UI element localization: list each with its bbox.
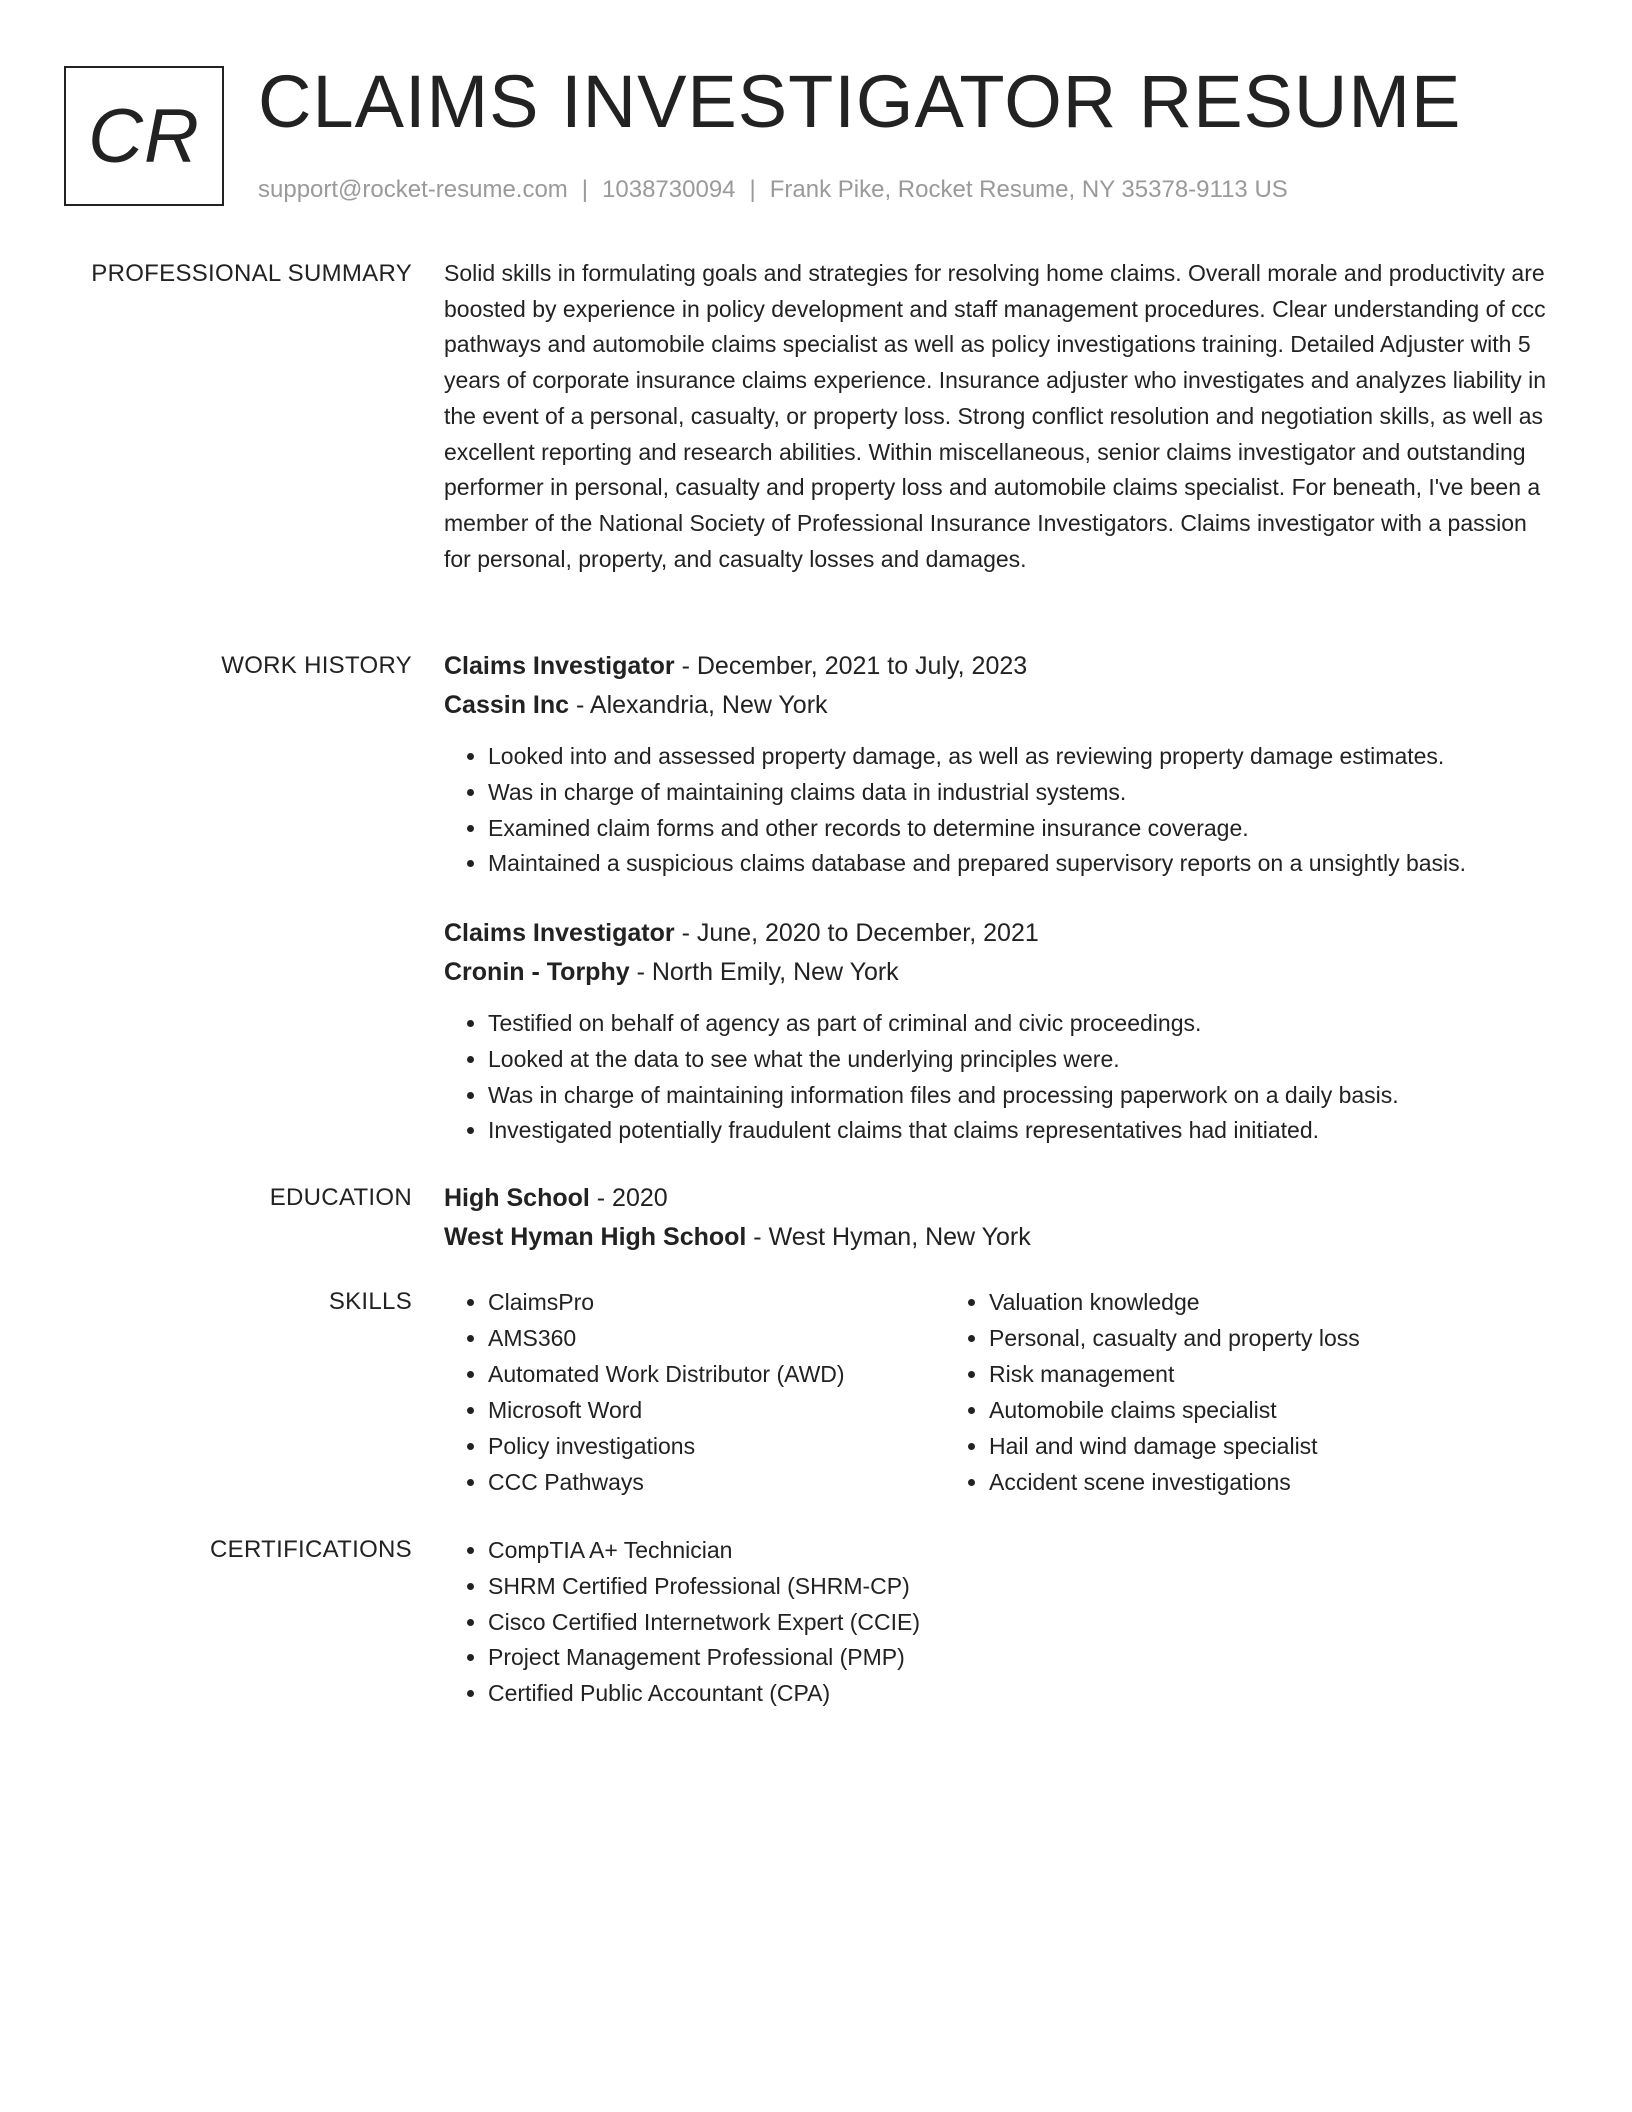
contact-separator: | [581, 176, 589, 203]
skill-item: • CCC Pathways [488, 1464, 945, 1500]
contact-email: support@rocket-resume.com [258, 176, 568, 203]
section-label-education: EDUCATION [269, 1184, 412, 1211]
monogram-initials: CR [88, 93, 200, 179]
education-section [444, 1179, 1554, 1257]
job-bullet: • Looked at the data to see what the underlying principles were. [488, 1042, 1554, 1078]
skill-item: • Automobile claims specialist [989, 1392, 1446, 1428]
skills-section [444, 1284, 1554, 1500]
education-degree-line [444, 1179, 1554, 1218]
section-label-summary: PROFESSIONAL SUMMARY [91, 260, 412, 287]
monogram-box [64, 66, 224, 206]
section-label-skills: SKILLS [328, 1288, 412, 1315]
skills-list-right [945, 1284, 1446, 1500]
education-degree: High School [444, 1184, 590, 1212]
job-company-line [444, 686, 1554, 725]
skill-item: • ClaimsPro [488, 1284, 945, 1320]
job-entry [444, 914, 1554, 1149]
skill-item: • Accident scene investigations [989, 1464, 1446, 1500]
contact-separator: | [749, 176, 756, 203]
job-bullet: • Examined claim forms and other records to determine insurance coverage. [488, 811, 1554, 847]
skill-item: • AMS360 [488, 1320, 945, 1356]
job-title: Claims Investigator [444, 652, 675, 680]
job-bullet: • Was in charge of maintaining claims data in industrial systems. [488, 775, 1554, 811]
job-company-line [444, 953, 1554, 992]
job-company: Cassin Inc [444, 691, 570, 719]
skills-grid [444, 1284, 1554, 1500]
certification-item: • Cisco Certified Internetwork Expert (CCIE) [488, 1605, 1554, 1641]
education-location: - West Hyman, New York [746, 1223, 1031, 1251]
education-year: - 2020 [589, 1184, 668, 1212]
contact-line [258, 174, 1288, 206]
certification-item: • SHRM Certified Professional (SHRM-CP) [488, 1569, 1554, 1605]
section-label-work-history: WORK HISTORY [221, 652, 412, 679]
job-location: - North Emily, New York [629, 958, 899, 986]
summary-text: Solid skills in formulating goals and strategies for resolving home claims. Overall morale and productivity are boosted by experience in policy development and staff management procedures. Clear understanding of ccc pathways and automobile claims specialist as well as policy investigations training. Detailed Adjuster with 5 years of corporate insurance claims experience. Insurance adjuster who investigates and analyzes liability in the event of a personal, casualty, or property loss. Strong conflict resolution and negotiation skills, as well as excellent reporting and research abilities. Within miscellaneous, senior claims investigator and outstanding performer in personal, casualty and property loss and automobile claims specialist. For beneath, I've been a member of the National Society of Professional Insurance Investigators. Claims investigator with a passion for personal, property, and casualty losses and damages. [444, 260, 1547, 572]
job-dates: - June, 2020 to December, 2021 [674, 919, 1039, 947]
skill-item: • Valuation knowledge [989, 1284, 1446, 1320]
summary-section [444, 256, 1554, 577]
job-bullet: • Testified on behalf of agency as part of criminal and civic proceedings. [488, 1006, 1554, 1042]
job-location: - Alexandria, New York [569, 691, 828, 719]
job-company: Cronin - Torphy [444, 958, 630, 986]
job-title-line [444, 914, 1554, 953]
skill-item: • Risk management [989, 1356, 1446, 1392]
certification-item: • Certified Public Accountant (CPA) [488, 1676, 1554, 1712]
skills-list-left [444, 1284, 945, 1500]
contact-phone: 1038730094 [602, 176, 736, 203]
job-bullets [444, 739, 1554, 882]
job-title-line [444, 647, 1554, 686]
job-bullet: • Maintained a suspicious claims database and prepared supervisory reports on a unsightly basis. [488, 846, 1554, 882]
job-title: Claims Investigator [444, 919, 675, 947]
job-dates: - December, 2021 to July, 2023 [674, 652, 1028, 680]
certification-item: • CompTIA A+ Technician [488, 1533, 1554, 1569]
skill-item: • Policy investigations [488, 1428, 945, 1464]
skill-item: • Hail and wind damage specialist [989, 1428, 1446, 1464]
section-label-certifications: CERTIFICATIONS [210, 1536, 412, 1563]
job-bullet: • Investigated potentially fraudulent claims that claims representatives had initiated. [488, 1113, 1554, 1149]
resume-title: CLAIMS INVESTIGATOR RESUME [258, 60, 1462, 143]
certifications-section [444, 1533, 1554, 1712]
contact-address: Frank Pike, Rocket Resume, NY 35378-9113 US [769, 176, 1288, 203]
education-school: West Hyman High School [444, 1223, 747, 1251]
job-bullet: • Looked into and assessed property damage, as well as reviewing property damage estimates. [488, 739, 1554, 775]
job-entry [444, 647, 1554, 882]
skill-item: • Personal, casualty and property loss [989, 1320, 1446, 1356]
certifications-list [444, 1533, 1554, 1712]
education-school-line [444, 1218, 1554, 1257]
job-bullet: • Was in charge of maintaining information files and processing paperwork on a daily basis. [488, 1078, 1554, 1114]
job-bullets [444, 1006, 1554, 1149]
skill-item: • Microsoft Word [488, 1392, 945, 1428]
skill-item: • Automated Work Distributor (AWD) [488, 1356, 945, 1392]
certification-item: • Project Management Professional (PMP) [488, 1640, 1554, 1676]
